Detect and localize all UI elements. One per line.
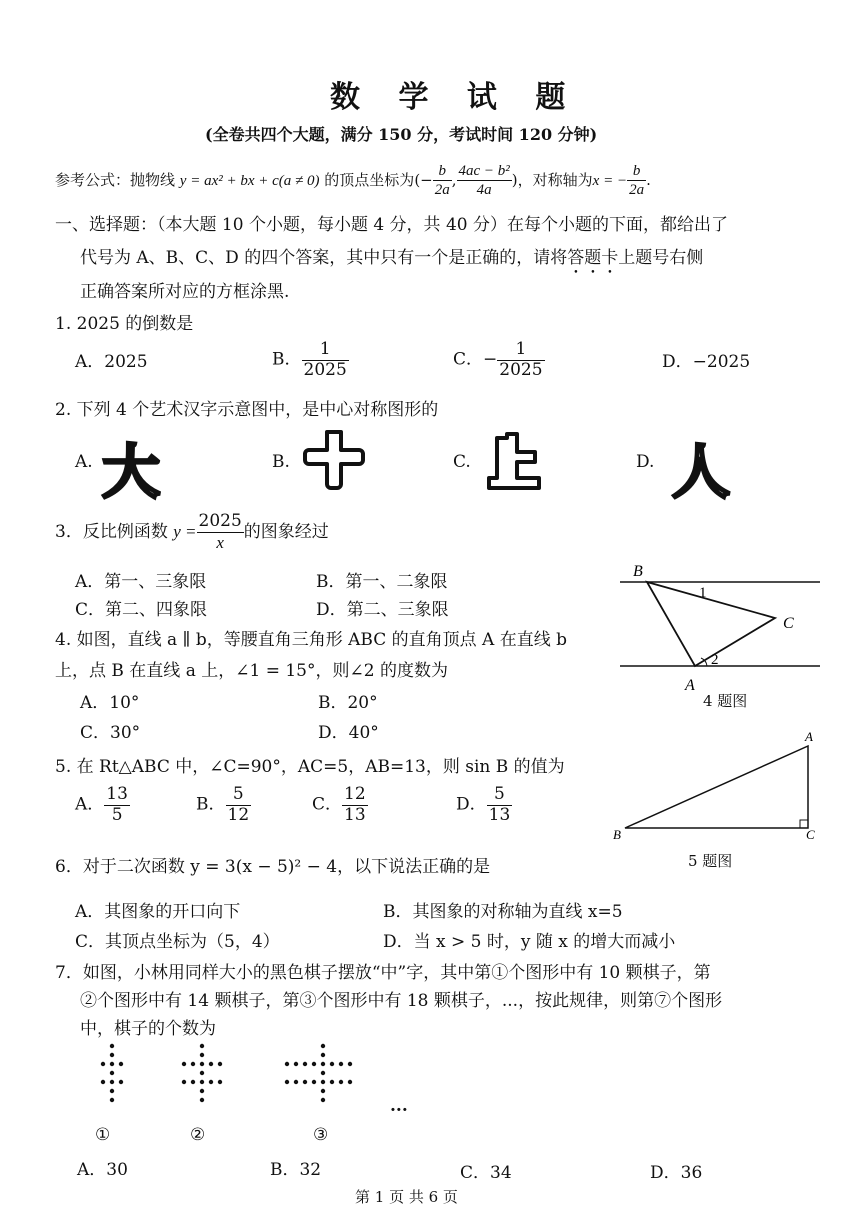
chess-piece: [119, 1080, 123, 1084]
section-instructions-line2: [80, 243, 703, 278]
pattern-figure-2: [182, 1044, 222, 1102]
instructions-text-a: 代号为 A、B、C、D 的四个答案，其中只有一个是正确的，请将: [80, 248, 568, 268]
q4-caption: 4 题图: [703, 692, 748, 710]
chess-piece: [218, 1062, 222, 1066]
q4-option-a: A．10°: [80, 693, 140, 713]
q7-pattern-figure: [90, 1040, 390, 1120]
chess-piece: [191, 1080, 195, 1084]
chess-piece: [339, 1080, 343, 1084]
q1-c-numerator: 1: [497, 340, 544, 361]
chess-piece: [303, 1080, 307, 1084]
chess-piece: [110, 1098, 114, 1102]
vertex-y-numerator: 4ac − b²: [458, 163, 510, 179]
glyph-shang-icon: [487, 430, 543, 490]
axis-lhs: x = −: [592, 172, 628, 189]
q1-option-c: [453, 340, 545, 380]
q3-stem-b: 的图象经过: [243, 522, 329, 543]
q5-stem: 5. 在 Rt△ABC 中，∠C=90°，AC=5，AB=13，则 sin B 的值为: [55, 757, 565, 777]
q2-option-d: D.: [636, 452, 655, 472]
q2-stem: 2. 下列 4 个艺术汉字示意图中，是中心对称图形的: [55, 400, 439, 420]
glyph-ren-icon: 人: [672, 438, 731, 506]
chess-piece: [200, 1098, 204, 1102]
label-c: C: [806, 827, 815, 842]
q3-option-d: D．第二、三象限: [316, 600, 449, 620]
page-footer: 第 1 页 共 6 页: [355, 1188, 458, 1206]
chess-piece: [200, 1044, 204, 1048]
chess-piece: [191, 1062, 195, 1066]
q7-line3: 中，棋子的个数为: [80, 1019, 216, 1039]
q3-option-b: B．第一、二象限: [316, 572, 448, 592]
chess-piece: [200, 1053, 204, 1057]
chess-piece: [339, 1062, 343, 1066]
formula-mid: 的顶点坐标为: [324, 170, 415, 189]
q3-stem: [55, 512, 329, 553]
q5-b-denominator: 12: [227, 804, 250, 825]
axis-denominator: 2a: [629, 182, 645, 199]
q3-denominator: x: [216, 532, 224, 552]
chess-piece: [200, 1062, 204, 1066]
chess-piece: [218, 1080, 222, 1084]
chess-piece: [119, 1062, 123, 1066]
label-c: C: [783, 615, 794, 632]
reference-formula: 参考公式：抛物线 y = ax² + bx + c(a ≠ 0) 的顶点坐标为(− $\frac{b}{2a}$ , $\frac{\text{4ac − b²}}{4a}$ )，对称轴为x = − $\frac{b}{2a}$ .: [55, 163, 651, 199]
q5-option-d: [456, 785, 512, 825]
chess-piece: [110, 1044, 114, 1048]
chess-piece: [200, 1071, 204, 1075]
q7-line1: 7．如图，小林用同样大小的黑色棋子摆放“中”字，其中第①个图形中有 10 颗棋子，第: [55, 963, 711, 983]
label-angle-2: 2: [711, 652, 719, 668]
chess-piece: [285, 1080, 289, 1084]
section-heading: 一、选择题：（本大题 10 个小题，每小题 4 分，共 40 分）在每个小题的下面，都给出了: [55, 215, 729, 235]
chess-piece: [321, 1062, 325, 1066]
q6-stem: 6．对于二次函数 y = 3(x − 5)² − 4，以下说法正确的是: [55, 857, 491, 877]
chess-piece: [321, 1098, 325, 1102]
chess-piece: [321, 1080, 325, 1084]
chess-piece: [209, 1062, 213, 1066]
chess-piece: [321, 1044, 325, 1048]
q6-option-b: B．其图象的对称轴为直线 x=5: [383, 902, 623, 922]
q1-c-denominator: 2025: [499, 359, 543, 380]
q7-option-a: A．30: [77, 1160, 128, 1180]
q5-b-label: B．: [196, 794, 226, 815]
q4-option-b: B．20°: [318, 693, 378, 713]
glyph-da-icon: 大: [102, 438, 161, 506]
chess-piece: [321, 1053, 325, 1057]
q4-line1: 4. 如图，直线 a ∥ b，等腰直角三角形 ABC 的直角顶点 A 在直线 b: [55, 630, 567, 650]
q5-c-denominator: 13: [344, 804, 366, 825]
chess-piece: [101, 1080, 105, 1084]
label-angle-1: 1: [699, 585, 707, 601]
chess-piece: [110, 1080, 114, 1084]
chess-piece: [182, 1062, 186, 1066]
q4-line2: 上，点 B 在直线 a 上，∠1 = 15°，则∠2 的度数为: [55, 661, 448, 681]
q7-option-b: B．32: [270, 1160, 322, 1180]
q1-stem: 1. 2025 的倒数是: [55, 314, 194, 334]
q4-option-c: C．30°: [80, 723, 141, 743]
q3-option-c: C．第二、四象限: [75, 600, 208, 620]
q7-option-d: D．36: [650, 1163, 703, 1183]
q4-figure: [615, 560, 825, 694]
q5-option-b: [196, 785, 251, 825]
q5-option-a: [75, 785, 130, 825]
q5-c-numerator: 12: [344, 784, 366, 804]
q5-a-denominator: 5: [111, 804, 123, 825]
q1-option-d: D．−2025: [662, 352, 751, 372]
axis-text: ，对称轴为: [517, 170, 593, 189]
vertex-x-numerator: b: [438, 163, 446, 179]
q2-option-b: B.: [272, 452, 290, 472]
chess-piece: [110, 1071, 114, 1075]
vertex-y-denominator: 4a: [476, 182, 492, 199]
q5-a-label: A．: [75, 794, 105, 815]
figure-label-3: ③: [313, 1125, 329, 1145]
q5-b-numerator: 5: [226, 785, 252, 806]
chess-piece: [200, 1080, 204, 1084]
label-a: A: [805, 729, 813, 744]
label-a: A: [685, 677, 695, 694]
q5-figure: [610, 728, 825, 843]
q3-stem-a: 3．反比例函数: [55, 522, 168, 543]
chess-piece: [110, 1062, 114, 1066]
pattern-figure-3: [285, 1044, 352, 1102]
label-b: B: [633, 563, 643, 580]
instructions-text-c: 上题号右侧: [618, 248, 704, 268]
q6-option-d: D．当 x > 5 时，y 随 x 的增大而减小: [383, 932, 676, 952]
q1-b-numerator: 1: [302, 340, 349, 361]
pattern-ellipsis: ...: [390, 1096, 408, 1116]
q5-d-denominator: 13: [488, 804, 511, 825]
chess-piece: [312, 1080, 316, 1084]
q1-option-a: A．2025: [75, 352, 148, 372]
exam-subtitle: (全卷共四个大题，满分 150 分，考试时间 120 分钟): [205, 125, 598, 144]
formula-prefix: 参考公式：抛物线: [55, 170, 176, 189]
q1-c-label: C．−: [453, 349, 498, 370]
figure-label-2: ②: [190, 1125, 206, 1145]
chess-piece: [294, 1062, 298, 1066]
figure-label-1: ①: [95, 1125, 111, 1145]
chess-piece: [101, 1062, 105, 1066]
formula-expression: y = ax² + bx + c(a ≠ 0): [179, 172, 320, 189]
chess-piece: [303, 1062, 307, 1066]
chess-piece: [285, 1062, 289, 1066]
chess-piece: [294, 1080, 298, 1084]
q5-d-label: D．: [456, 794, 487, 815]
q3-option-a: A．第一、三象限: [75, 572, 207, 592]
chess-piece: [321, 1089, 325, 1093]
pattern-figure-1: [101, 1044, 123, 1102]
chess-piece: [330, 1062, 334, 1066]
chess-piece: [321, 1071, 325, 1075]
vertex-x-denominator: 2a: [434, 182, 450, 199]
q5-caption: 5 题图: [688, 852, 733, 870]
section-instructions-line3: 正确答案所对应的方框涂黑.: [80, 282, 290, 302]
q3-y: y =: [173, 522, 197, 542]
q7-option-c: C．34: [460, 1163, 512, 1183]
right-triangle-abc: [625, 746, 808, 828]
q6-option-c: C．其顶点坐标为（5，4）: [75, 932, 280, 952]
axis-numerator: b: [632, 163, 641, 179]
q5-option-c: [312, 785, 368, 825]
chess-piece: [330, 1080, 334, 1084]
chess-piece: [348, 1062, 352, 1066]
q4-option-d: D．40°: [318, 723, 379, 743]
chess-piece: [200, 1089, 204, 1093]
answer-card-emphasis: 答题卡: [567, 248, 619, 268]
q7-line2: ②个图形中有 14 颗棋子，第③个图形中有 18 颗棋子，...，按此规律，则第⑦个图形: [80, 991, 723, 1011]
chess-piece: [312, 1062, 316, 1066]
q1-b-denominator: 2025: [303, 359, 347, 380]
q3-numerator: 2025: [198, 511, 242, 531]
q1-option-b: [272, 340, 349, 380]
q5-c-label: C．: [312, 794, 343, 815]
glyph-shi-icon: [305, 428, 363, 488]
chess-piece: [348, 1080, 352, 1084]
q1-b-label: B．: [272, 349, 302, 370]
q2-option-c: C.: [453, 452, 471, 472]
chess-piece: [209, 1080, 213, 1084]
q5-d-numerator: 5: [487, 785, 513, 806]
page-title: 数 学 试 题: [330, 80, 580, 115]
chess-piece: [182, 1080, 186, 1084]
q6-option-a: A．其图象的开口向下: [75, 902, 241, 922]
q5-a-numerator: 13: [106, 784, 128, 804]
chess-piece: [110, 1053, 114, 1057]
q2-option-a: A.: [75, 452, 93, 472]
label-b: B: [613, 827, 621, 842]
chess-piece: [110, 1089, 114, 1093]
